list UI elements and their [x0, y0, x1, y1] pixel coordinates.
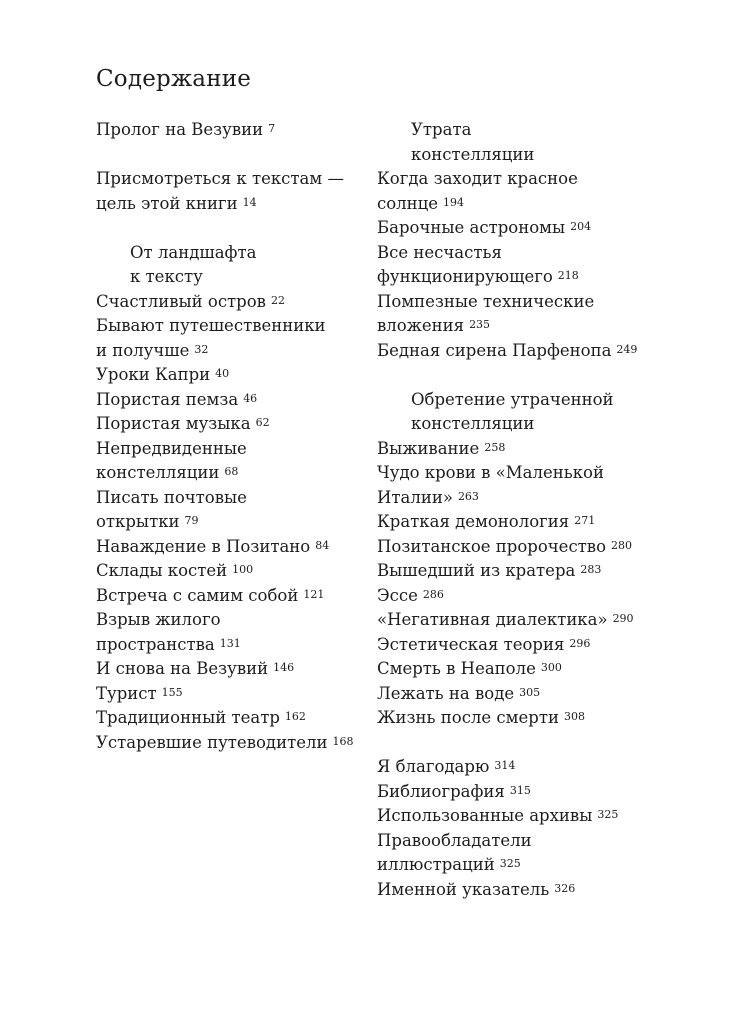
toc-entry-line: [96, 167, 366, 192]
toc-page-number: 68: [224, 465, 239, 478]
toc-entry: [96, 535, 366, 560]
toc-page-number: 286: [422, 587, 444, 601]
toc-entry-line: [96, 118, 366, 143]
toc-left-column: [96, 118, 366, 755]
toc-page-number: 296: [569, 636, 591, 650]
toc-spacer: [96, 143, 366, 168]
toc-entry-text: Лежать на воде: [377, 683, 515, 703]
toc-entry-text: Пористая пемза: [96, 389, 239, 409]
toc-entry: [96, 608, 366, 657]
toc-spacer: [377, 731, 677, 756]
toc-page-number: 22: [270, 293, 285, 307]
toc-entry-line: [96, 706, 366, 731]
toc-entry: [96, 559, 366, 584]
toc-page-number: 7: [268, 122, 276, 135]
toc-entry-text: Бедная сирена Парфенопа: [377, 340, 612, 360]
toc-entry: [377, 608, 677, 633]
toc-section-heading: Обретение утраченной: [411, 389, 614, 409]
toc-page-number: 155: [161, 685, 183, 699]
toc-entry: [377, 167, 677, 216]
toc-entry-text: Позитанское пророчество: [377, 536, 607, 556]
toc-entry-text: Выживание: [377, 438, 480, 458]
toc-entry: [377, 804, 677, 829]
toc-entry: [377, 682, 677, 707]
toc-entry-line: [96, 682, 366, 707]
toc-entry-text: солнце: [377, 193, 439, 213]
toc-entry-line: [377, 486, 677, 511]
toc-page-number: 235: [469, 318, 491, 331]
toc-entry-line: [377, 216, 677, 241]
toc-entry-line: [96, 461, 366, 486]
toc-page-number: 280: [611, 538, 633, 552]
toc-entry-line: [96, 559, 366, 584]
toc-entry-text: Наваждение в Позитано: [96, 536, 311, 556]
toc-entry-text: Использованные архивы: [377, 806, 593, 825]
toc-right-column: [377, 118, 677, 902]
toc-entry: [96, 657, 366, 682]
toc-entry: [96, 412, 366, 437]
page-title: Содержание: [96, 66, 252, 92]
toc-section-heading: констелляции: [411, 414, 535, 433]
toc-entry-line: [377, 804, 677, 829]
toc-page-number: 204: [570, 220, 592, 233]
toc-entry-text: Все несчастья: [377, 242, 502, 262]
toc-entry-line: [96, 437, 366, 462]
toc-entry-text: И снова на Везувий: [96, 659, 269, 678]
toc-entry: [377, 829, 677, 878]
toc-entry-text: Склады костей: [96, 561, 228, 580]
toc-entry-line: [96, 535, 366, 560]
toc-entry-text: Пролог на Везувии: [96, 120, 264, 139]
toc-entry-text: Присмотреться к текстам —: [96, 169, 344, 188]
toc-entry-line: [377, 437, 677, 462]
toc-entry-text: Италии»: [377, 487, 453, 507]
toc-entry-text: Я благодарю: [377, 757, 490, 776]
toc-page-number: 271: [574, 514, 596, 527]
toc-entry-text: Чудо крови в «Маленькой: [377, 463, 604, 482]
toc-page-number: 62: [255, 416, 270, 429]
toc-entry-line: [377, 314, 677, 339]
toc-spacer: [377, 363, 677, 388]
toc-entry-line: [96, 339, 366, 364]
toc-entry-line: [377, 755, 677, 780]
toc-entry: [377, 559, 677, 584]
toc-page-number: 218: [557, 269, 579, 282]
toc-entry: [96, 682, 366, 707]
toc-page-number: 162: [284, 710, 306, 723]
toc-entry: [96, 118, 366, 143]
toc-entry-text: и получше: [96, 340, 190, 360]
toc-entry-line: [377, 706, 677, 731]
toc-section-heading: От ландшафта: [130, 242, 257, 262]
toc-entry: [377, 290, 677, 339]
toc-entry-line: [96, 290, 366, 315]
toc-page-number: 263: [457, 489, 479, 503]
toc-page-number: 325: [597, 808, 619, 821]
toc-entry-text: Помпезные технические: [377, 291, 595, 311]
toc-entry: [96, 314, 366, 363]
toc-entry: [377, 878, 677, 903]
toc-page-number: 46: [243, 391, 258, 405]
toc-page-number: 305: [519, 685, 541, 699]
toc-entry-line: [96, 314, 366, 339]
toc-entry-text: Взрыв жилого: [96, 610, 221, 629]
toc-page-number: 258: [484, 440, 506, 454]
toc-entry-line: [377, 657, 677, 682]
toc-page-number: 168: [332, 734, 354, 748]
toc-entry-line: [377, 339, 677, 364]
toc-entry-line: [96, 731, 366, 756]
toc-entry: [377, 535, 677, 560]
toc-entry-line: [96, 363, 366, 388]
toc-entry-text: Устаревшие путеводители: [96, 732, 328, 752]
toc-page-number: 131: [219, 636, 241, 650]
toc-entry: [377, 584, 677, 609]
toc-entry-line: [377, 535, 677, 560]
toc-entry-line: [377, 461, 677, 486]
toc-entry: [96, 437, 366, 486]
toc-entry-line: [377, 633, 677, 658]
toc-entry-line: [377, 265, 677, 290]
toc-entry-line: [377, 241, 677, 266]
toc-entry-text: открытки: [96, 512, 180, 531]
toc-page-number: 79: [184, 514, 199, 527]
toc-entry-text: Турист: [96, 683, 157, 703]
toc-entry-text: «Негативная диалектика»: [377, 610, 608, 629]
toc-section-heading: констелляции: [411, 144, 535, 164]
toc-page-number: 84: [315, 538, 330, 552]
toc-entry: [377, 339, 677, 364]
toc-entry-text: пространства: [96, 634, 215, 654]
toc-entry: [96, 731, 366, 756]
toc-entry-line: [377, 853, 677, 878]
toc-entry-text: Правообладатели: [377, 830, 532, 850]
toc-entry-text: Писать почтовые: [96, 487, 247, 507]
toc-entry: [377, 510, 677, 535]
toc-entry-line: [377, 559, 677, 584]
toc-page-number: 14: [242, 195, 257, 209]
toc-entry-text: Эссе: [377, 585, 418, 605]
toc-page-number: 308: [563, 710, 585, 723]
toc-page-number: 290: [612, 612, 634, 625]
toc-entry: [377, 780, 677, 805]
toc-page-number: 194: [443, 195, 465, 209]
toc-entry-text: цель этой книги: [96, 193, 238, 213]
toc-entry-text: Когда заходит красное: [377, 169, 578, 188]
toc-entry-line: [377, 510, 677, 535]
toc-entry-text: Смерть в Неаполе: [377, 659, 536, 678]
toc-entry: [377, 755, 677, 780]
toc-entry: [96, 584, 366, 609]
toc-section-heading: к тексту: [130, 267, 203, 286]
toc-entry-text: функционирующего: [377, 267, 553, 286]
toc-entry-line: [377, 608, 677, 633]
toc-entry-text: вложения: [377, 316, 465, 335]
toc-entry-line: [377, 192, 677, 217]
toc-entry-text: Жизнь после смерти: [377, 708, 559, 727]
toc-entry-line: [96, 633, 366, 658]
toc-entry: [377, 216, 677, 241]
toc-entry: [96, 290, 366, 315]
toc-entry-line: [96, 486, 366, 511]
toc-page-number: 146: [273, 661, 295, 674]
toc-entry-line: [96, 192, 366, 217]
toc-section-heading: Утрата: [411, 120, 472, 139]
toc-entry-text: Краткая демонология: [377, 512, 570, 531]
toc-entry-text: Вышедший из кратера: [377, 561, 576, 580]
toc-page-number: 249: [616, 342, 638, 356]
toc-page-number: 314: [494, 759, 516, 772]
toc-entry-text: констелляции: [96, 463, 220, 482]
toc-page-number: 40: [215, 367, 230, 380]
toc-entry: [96, 388, 366, 413]
toc-entry-text: Встреча с самим собой: [96, 585, 299, 605]
toc-entry-text: Барочные астрономы: [377, 218, 566, 237]
toc-entry: [377, 437, 677, 462]
toc-entry: [377, 461, 677, 510]
toc-entry-text: Библиография: [377, 781, 505, 801]
toc-entry-line: [377, 682, 677, 707]
toc-entry-text: Именной указатель: [377, 879, 550, 899]
toc-entry: [377, 706, 677, 731]
toc-entry-line: [96, 657, 366, 682]
toc-entry-text: Традиционный театр: [96, 708, 280, 727]
toc-entry-line: [377, 780, 677, 805]
toc-entry-text: Счастливый остров: [96, 291, 266, 311]
toc-entry-text: Бывают путешественники: [96, 316, 326, 335]
toc-page-number: 121: [303, 587, 325, 601]
toc-entry-line: [96, 510, 366, 535]
toc-entry-line: [96, 388, 366, 413]
toc-entry-text: иллюстраций: [377, 855, 495, 874]
toc-entry-text: Эстетическая теория: [377, 634, 565, 654]
toc-entry-line: [377, 584, 677, 609]
toc-entry-line: [377, 167, 677, 192]
toc-entry: [96, 706, 366, 731]
toc-page-number: 283: [580, 563, 602, 576]
toc-page-number: 100: [232, 563, 254, 576]
toc-entry: [96, 363, 366, 388]
toc-page-number: 326: [554, 881, 576, 895]
toc-entry-text: Непредвиденные: [96, 438, 247, 458]
toc-entry-text: Пористая музыка: [96, 414, 251, 433]
toc-entry: [377, 633, 677, 658]
toc-page-number: 325: [499, 857, 521, 870]
toc-entry-line: [96, 608, 366, 633]
toc-entry: [96, 486, 366, 535]
toc-page-number: 300: [540, 661, 562, 674]
toc-entry-line: [377, 290, 677, 315]
toc-entry-line: [377, 878, 677, 903]
toc-entry-line: [377, 829, 677, 854]
toc-spacer: [96, 216, 366, 241]
toc-entry-text: Уроки Капри: [96, 365, 211, 384]
toc-entry: [377, 241, 677, 290]
toc-entry-line: [96, 412, 366, 437]
toc-entry: [96, 167, 366, 216]
toc-entry: [377, 657, 677, 682]
toc-page-number: 315: [509, 783, 531, 797]
toc-entry-line: [96, 584, 366, 609]
toc-page-number: 32: [194, 342, 209, 356]
